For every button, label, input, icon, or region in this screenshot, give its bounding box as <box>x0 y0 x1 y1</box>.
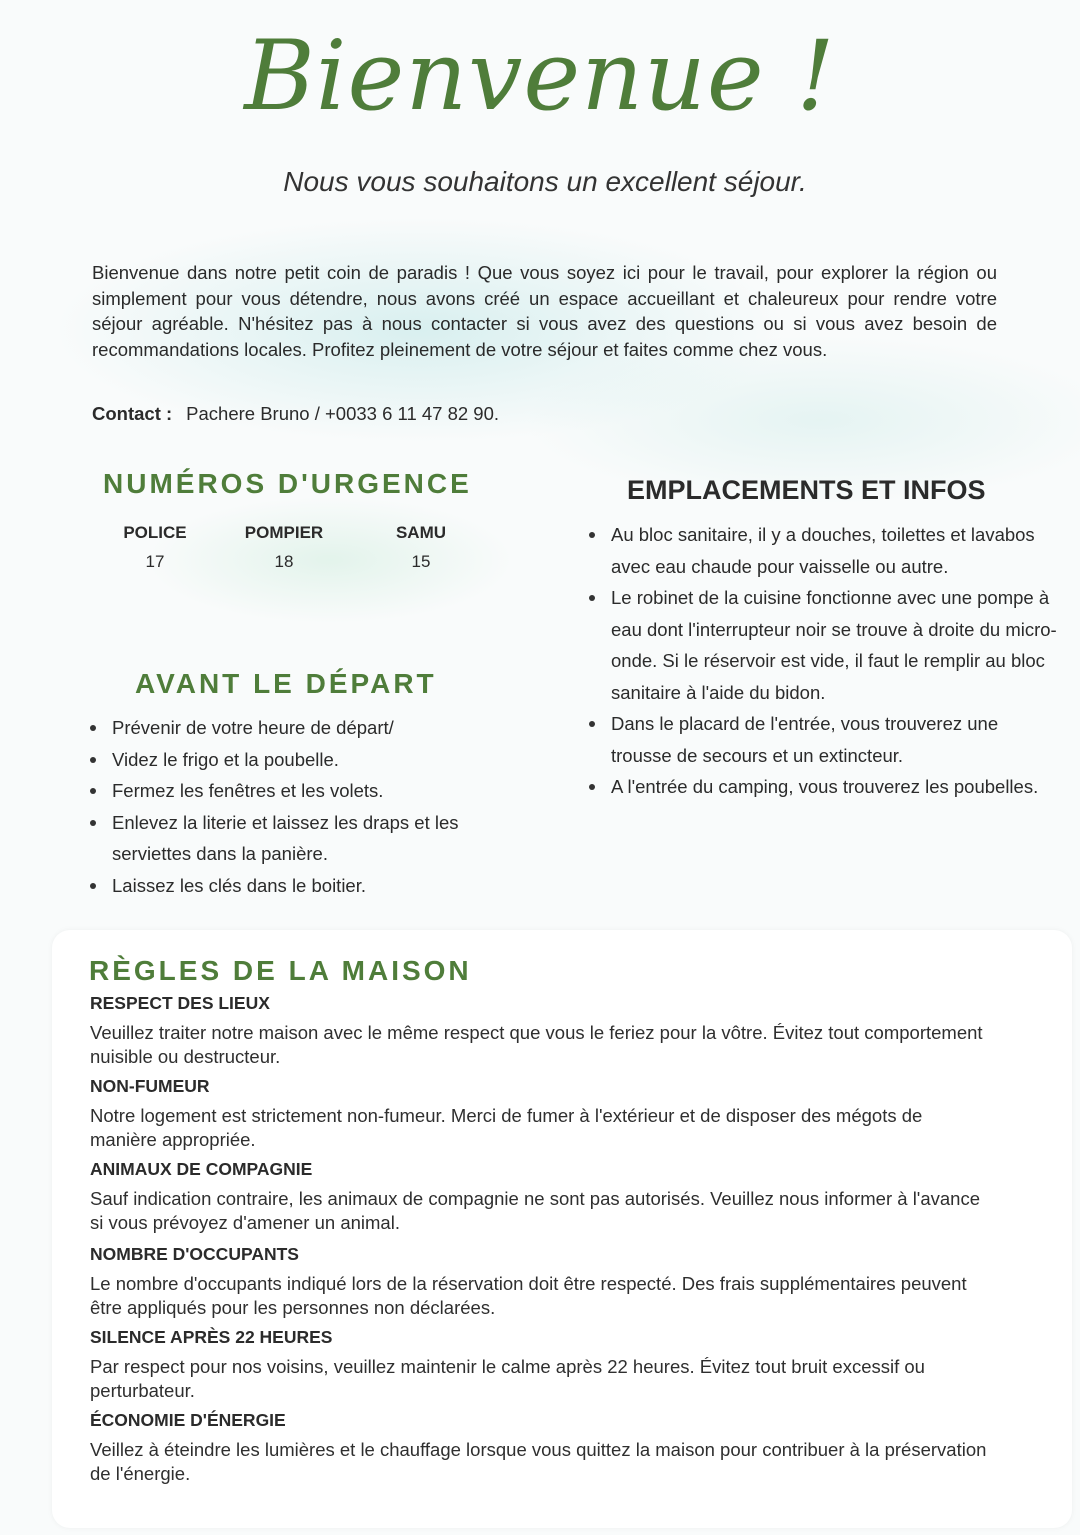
rule-item <box>90 1159 990 1235</box>
intro-paragraph: Bienvenue dans notre petit coin de paradis ! Que vous soyez ici pour le travail, pour explorer la région ou simplement pour vous détendre, nous avons créé un espace accueillant et chaleureux pour rendre votre séjour agréable. N'hésitez pas à nous contacter si vous avez des questions ou si vous avez besoin de recommandations locales. Profitez pleinement de votre séjour et faites comme chez vous. <box>92 262 997 360</box>
rule-text: Veuillez traiter notre maison avec le même respect que vous le feriez pour la vôtre. Évitez tout comportement nuisible ou destructeur. <box>90 1022 983 1067</box>
rule-title: NON-FUMEUR <box>90 1076 210 1096</box>
contact-value: Pachere Bruno / +0033 6 11 47 82 90. <box>186 403 500 424</box>
rule-item <box>90 1244 990 1320</box>
urgence-item-samu <box>366 523 476 572</box>
rule-text: Le nombre d'occupants indiqué lors de la réservation doit être respecté. Des frais supplémentaires peuvent être appliqués pour les personnes non déclarées. <box>90 1273 967 1318</box>
rule-title: RESPECT DES LIEUX <box>90 993 270 1013</box>
list-item: Videz le frigo et la poubelle. <box>88 744 518 776</box>
urgence-heading: NUMÉROS D'URGENCE <box>103 468 472 499</box>
depart-list <box>88 712 518 901</box>
rule-title: ANIMAUX DE COMPAGNIE <box>90 1159 313 1179</box>
rule-text: Veillez à éteindre les lumières et le chauffage lorsque vous quittez la maison pour contribuer à la préservation de l'énergie. <box>90 1439 987 1484</box>
urgence-number: 17 <box>145 552 165 571</box>
list-item: Enlevez la literie et laissez les draps et les serviettes dans la panière. <box>88 807 518 870</box>
rule-item <box>90 1410 990 1486</box>
urgence-item-police <box>100 523 210 572</box>
urgence-number: 15 <box>411 552 431 571</box>
list-item: Prévenir de votre heure de départ/ <box>88 712 518 744</box>
rule-text: Notre logement est strictement non-fumeur. Merci de fumer à l'extérieur et de disposer des mégots de manière appropriée. <box>90 1105 923 1150</box>
rule-text: Sauf indication contraire, les animaux de compagnie ne sont pas autorisés. Veuillez nous informer à l'avance si vous prévoyez d'amener un animal. <box>90 1188 980 1233</box>
rule-item <box>90 993 990 1069</box>
urgence-label: POLICE <box>123 523 187 542</box>
rule-item <box>90 1076 990 1152</box>
urgence-label: POMPIER <box>244 523 324 542</box>
rule-title: SILENCE APRÈS 22 HEURES <box>90 1327 333 1347</box>
list-item: A l'entrée du camping, vous trouverez les poubelles. <box>587 771 1057 803</box>
contact-line <box>92 403 499 425</box>
rule-item <box>90 1327 990 1403</box>
contact-label: Contact : <box>92 403 173 424</box>
list-item: Laissez les clés dans le boitier. <box>88 870 518 902</box>
rule-title: NOMBRE D'OCCUPANTS <box>90 1244 299 1264</box>
infos-list <box>587 519 1057 803</box>
urgence-number: 18 <box>274 552 294 571</box>
rule-text: Par respect pour nos voisins, veuillez maintenir le calme après 22 heures. Évitez tout bruit excessif ou perturbateur. <box>90 1356 925 1401</box>
list-item: Dans le placard de l'entrée, vous trouverez une trousse de secours et un extincteur. <box>587 708 1057 771</box>
urgence-label: SAMU <box>395 523 447 542</box>
page-title: Bienvenue ! <box>244 20 836 132</box>
infos-heading: EMPLACEMENTS ET INFOS <box>627 475 986 505</box>
page-subtitle: Nous vous souhaitons un excellent séjour. <box>283 166 807 197</box>
list-item: Au bloc sanitaire, il y a douches, toilettes et lavabos avec eau chaude pour vaisselle ou autre. <box>587 519 1057 582</box>
regles-heading: RÈGLES DE LA MAISON <box>89 955 472 986</box>
regles-list <box>90 993 990 1486</box>
urgence-item-pompier <box>229 523 339 572</box>
rule-title: ÉCONOMIE D'ÉNERGIE <box>90 1410 286 1430</box>
depart-heading: AVANT LE DÉPART <box>135 668 437 699</box>
list-item: Le robinet de la cuisine fonctionne avec une pompe à eau dont l'interrupteur noir se trouve à droite du micro-onde. Si le réservoir est vide, il faut le remplir au bloc sanitaire à l'aide du bidon. <box>587 582 1057 708</box>
list-item: Fermez les fenêtres et les volets. <box>88 775 518 807</box>
